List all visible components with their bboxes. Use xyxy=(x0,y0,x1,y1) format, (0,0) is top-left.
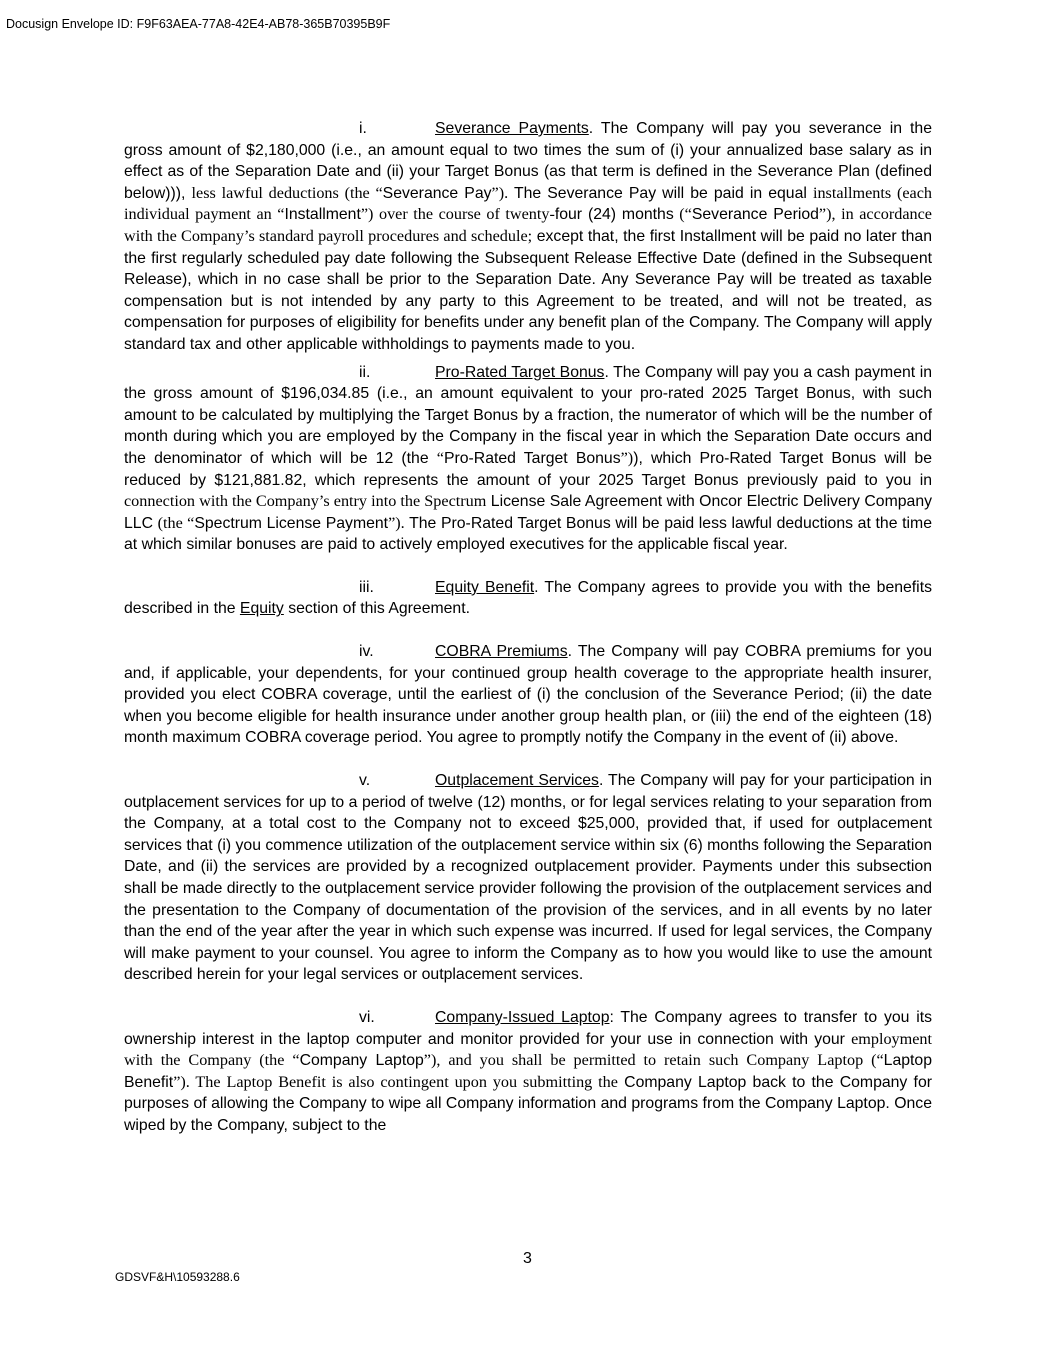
page-number: 3 xyxy=(523,1250,532,1267)
document-id-footer: GDSVF&H\10593288.6 xyxy=(115,1270,240,1284)
section-text: : The Company agrees to transfer to you its ownership interest in the laptop computer and monitor provided for your use in connection with your xyxy=(124,1008,932,1048)
section-numeral: ii. xyxy=(359,363,371,381)
section-text: less lawful deductions (the “ xyxy=(191,183,383,202)
section-equity-benefit xyxy=(124,577,932,620)
section-text: ”), in accordance with the Company’s standard payroll procedures and schedule; xyxy=(124,205,932,245)
section-text: employment with the Company (the “ xyxy=(124,1029,932,1070)
equity-section-reference: Equity xyxy=(239,600,284,618)
defined-term: Company Laptop xyxy=(299,1052,424,1070)
section-text: installments (each individual payment an “ xyxy=(124,183,932,224)
section-severance-payments xyxy=(124,118,932,356)
section-text: The Pro-Rated Target Bonus will be paid less lawful deductions at the time at which similar bonuses are paid to actively employed executives for the applicable fiscal year. xyxy=(124,514,932,554)
section-text: section of this Agreement. xyxy=(283,600,470,618)
section-text: ), which Pro-Rated Target Bonus will be reduced by $121,881.82, which represents the amount of your 2025 Target Bonus previously paid to you in xyxy=(124,449,932,489)
section-text: . The Company will pay for your participation in outplacement services for up to a period of twelve (12) months, or for legal services relating to your separation from the Company, at a total cost to the Company not to exceed $25,000, provided that, if used for outplacement services that (i) you commence utilization of the outplacement service within six (6) months following the Separation Date, and (ii) the services are provided by a recognized outplacement provider. Payments under this subsection shall be made directly to the outplacement service provider following the provision of the outplacement services and the presentation to the Company of documentation of the provision of the services, and in all events by no later than the end of the year after the year in which such expense was incurred. If used for legal services, the Company will make payment to your counsel. You agree to inform the Company as to how you would like to use the amount described herein for your legal services or outplacement services. xyxy=(124,772,932,984)
defined-term: Severance Pay xyxy=(382,184,492,202)
defined-term: Laptop Benefit xyxy=(124,1052,932,1091)
section-text: four (24) months xyxy=(554,206,674,224)
section-text: ”). The Laptop Benefit is also contingent upon you submitting the xyxy=(173,1072,618,1091)
section-numeral: iii. xyxy=(359,578,374,596)
section-heading: COBRA Premiums xyxy=(435,643,568,661)
section-text: The Severance Pay will be paid in equal xyxy=(508,184,813,202)
defined-term: Severance Period xyxy=(691,206,819,224)
section-text: ”). xyxy=(388,513,405,532)
section-numeral: v. xyxy=(359,772,371,790)
section-numeral: vi. xyxy=(359,1008,375,1026)
section-heading: Outplacement Services xyxy=(435,772,599,790)
section-company-issued-laptop xyxy=(124,1007,932,1137)
section-outplacement-services xyxy=(124,770,932,986)
section-text: (the “ xyxy=(157,513,195,532)
section-cobra-premiums xyxy=(124,641,932,749)
section-text: connection with the Company’s entry into the Spectrum xyxy=(124,492,487,511)
defined-term: Installment xyxy=(284,206,361,224)
section-text: . The Company agrees to provide you with the benefits described in the xyxy=(124,578,932,618)
section-text: ”) over the course of twenty- xyxy=(360,205,555,224)
section-heading: Severance Payments xyxy=(435,120,589,137)
section-text: . The Company will pay COBRA premiums for you and, if applicable, your dependents, for your continued group health coverage to the appropriate health insurer, provided you elect COBRA coverage, until the earliest of (i) the conclusion of the Severance Period; (ii) the date when you become eligible for health insurance under another group health plan, or (iii) the end of the eighteen (18) month maximum COBRA coverage period. You agree to promptly notify the Company in the event of (ii) above. xyxy=(124,643,932,747)
section-text: ”), and you shall be permitted to retain such Company Laptop (“ xyxy=(423,1051,884,1070)
section-heading: Company-Issued Laptop xyxy=(435,1008,610,1026)
section-heading: Pro-Rated Target Bonus xyxy=(435,363,605,381)
section-text: Company Laptop back to the Company for purposes of allowing the Company to wipe all Company information and programs from the Company Laptop. Once wiped by the Company, subject to the xyxy=(124,1073,932,1134)
section-text: ”). xyxy=(491,183,509,202)
defined-term: Spectrum License Payment xyxy=(194,514,389,532)
document-body xyxy=(124,118,932,1137)
section-text: except that, the first Installment will be paid no later than the first regularly scheduled pay date following the Subsequent Release Effective Date (defined in the Subsequent Release), which in no case shall be prior to the Separation Date. Any Severance Pay will be treated as taxable compensation but is not intended by any party to this Agreement to be treated, and will not be treated, as compensation for purposes of eligibility for benefits under any benefit plan of the Company. The Company will apply standard tax and other applicable withholdings to payments made to you. xyxy=(124,227,932,353)
section-numeral: iv. xyxy=(359,643,374,661)
section-pro-rated-target-bonus xyxy=(124,362,932,556)
section-numeral: i. xyxy=(359,120,367,137)
section-text: License Sale Agreement with Oncor Electric Delivery Company LLC xyxy=(124,493,933,532)
section-text: . The Company will pay you a cash payment in the gross amount of $196,034.85 (i.e., an amount equivalent to your pro-rated 2025 Target Bonus, with such amount to be calculated by multiplying the Target Bonus by a fraction, the numerator of which will be the number of month during which you are employed by the Company in the fiscal year in which the Separation Date occurs and the denominator of which will be 12 (the xyxy=(124,363,932,467)
section-text: . The Company will pay you severance in the gross amount of $2,180,000 (i.e., an amount equal to two times the sum of (i) your annualized base salary as in effect as of the Separation Date and (ii) your Target Bonus (as that term is defined in the Severance Plan (defined below))), xyxy=(124,120,932,202)
section-heading: Equity Benefit xyxy=(435,578,535,596)
section-text: (“ xyxy=(673,205,692,224)
section-text: “ xyxy=(436,448,444,467)
defined-term: Pro-Rated Target Bonus xyxy=(443,449,621,467)
section-text: ”) xyxy=(620,448,634,467)
docusign-envelope-id: Docusign Envelope ID: F9F63AEA-77A8-42E4-AB78-365B70395B9F xyxy=(6,17,391,31)
